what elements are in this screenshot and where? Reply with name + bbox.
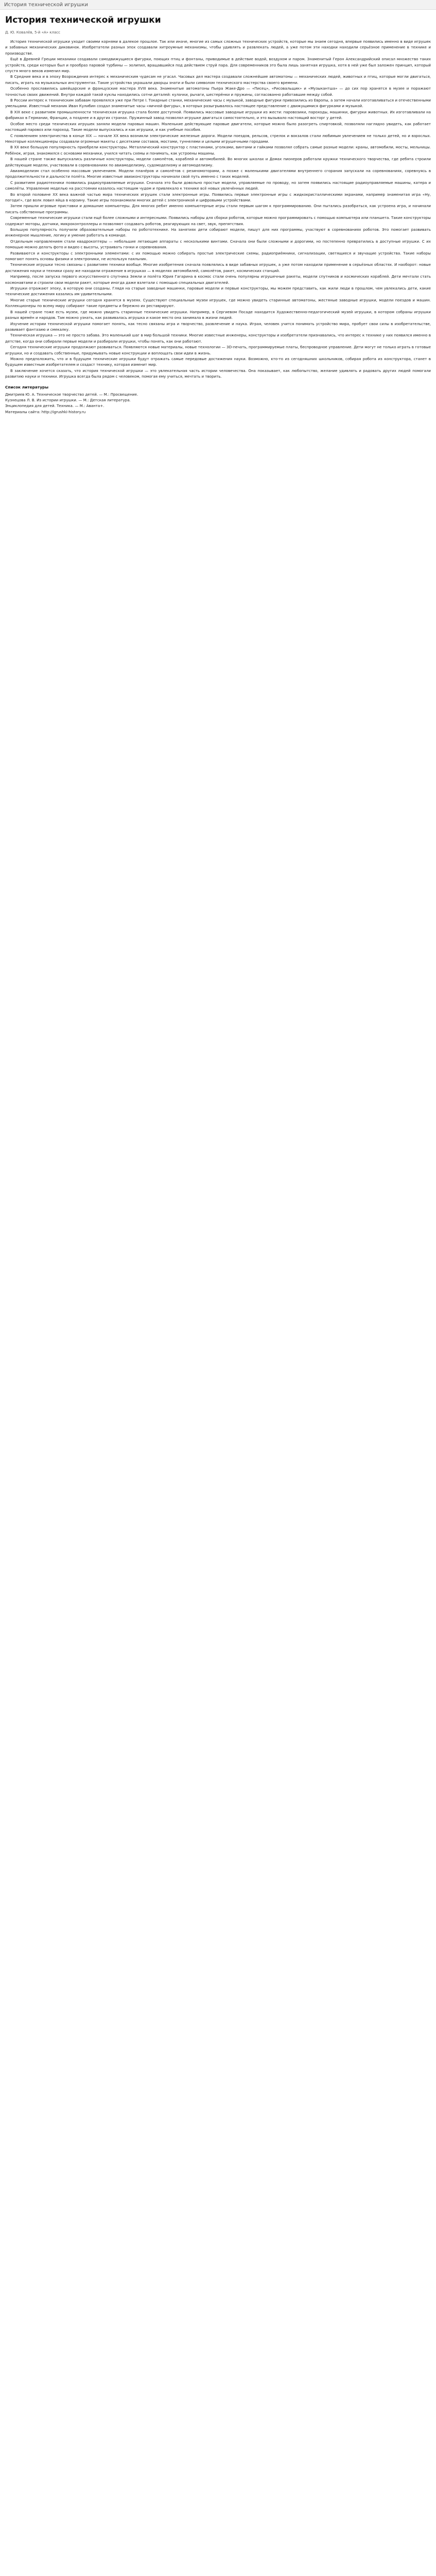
article-paragraph: Сегодня технические игрушки продолжают развиваться. Появляются новые материалы, новые технологии — 3D-печать, программируемые платы, беспроводное управление. Дети могут не только играть в готовые игрушки, но и создавать собственные, придумывать новые конструкции и воплощать свои идеи в жизнь. xyxy=(5,345,431,355)
literature-item: Энциклопедия для детей. Техника. — М.: Аванта+. xyxy=(5,403,104,409)
literature-list xyxy=(5,392,431,415)
article-paragraph: Ещё в Древней Греции механики создавали самодвижущиеся фигурки, поющих птиц и фонтаны, приводимые в действие водой, воздухом и паром. Знаменитый Герон Александрийский описал множество таких устройств, среди которых был и прообраз паровой турбины — эолипил, вращавшийся под действием струй пара. Для современников это была лишь занятная игрушка, хотя в ней уже был заложен принцип, который спустя много веков изменил мир. xyxy=(5,57,431,74)
article-paragraph: В заключение хочется сказать, что история технической игрушки — это увлекательная часть истории человечества. Она показывает, как любопытство, желание удивлять и радовать других людей помогали развитию науки и техники. Игрушка всегда была рядом с человеком, помогая ему учиться, мечтать и творить. xyxy=(5,368,431,379)
article-paragraph: Например, после запуска первого искусственного спутника Земли и полёта Юрия Гагарина в космос стали очень популярны игрушечные ракеты, модели спутников и космических кораблей. Дети мечтали стать космонавтами и строили свои модели ракет, которые иногда даже взлетали с помощью специальных двигателей. xyxy=(5,274,431,285)
article-paragraph: Игрушки отражают эпоху, в которую они созданы. Глядя на старые заводные машинки, паровые модели и первые конструкторы, мы можем представить, как жили люди в прошлом, чем увлекались дети, какие технические достижения казались им удивительными. xyxy=(5,286,431,297)
article-paragraph: В России интерес к техническим забавам проявлялся уже при Петре I. Токарные станки, механические часы с музыкой, заводные фигурки привозились из Европы, а затем начали изготавливаться и отечественными умельцами. Известный механик Иван Кулибин создал знаменитые часы «яичной фигуры», в которых разыгрывалось настоящее представление с движущимися фигурками и музыкой. xyxy=(5,98,431,109)
literature-title: Список литературы xyxy=(5,384,48,389)
site-title: История технической игрушки xyxy=(4,2,88,8)
article-paragraph: Особое место среди технических игрушек заняли модели паровых машин. Маленькие действующие паровые двигатели, которые можно было разогреть спиртовкой, позволяли наглядно увидеть, как работает настоящий паровоз или пароход. Такие модели выпускались и как игрушки, и как учебные пособия. xyxy=(5,121,431,132)
article-paragraph: В нашей стране также выпускались различные конструкторы, модели самолётов, кораблей и автомобилей. Во многих школах и Домах пионеров работали кружки технического творчества, где ребята строили действующие модели, участвовали в соревнованиях по авиамоделизму, судомоделизму и автомоделизму. xyxy=(5,157,431,167)
article-paragraph: Большую популярность получили образовательные наборы по робототехнике. На занятиях дети собирают модели, пишут для них программы, участвуют в соревнованиях роботов. Это помогает развивать инженерное мышление, логику и умение работать в команде. xyxy=(5,227,431,238)
article-paragraph: В XX веке большую популярность приобрели конструкторы. Металлический конструктор с пластинами, уголками, винтами и гайками позволял собрать самые разные модели: краны, автомобили, мосты, мельницы. Ребёнок, играя, знакомился с основами механики, учился читать схемы и понимать, как устроены машины. xyxy=(5,145,431,156)
article-paragraph: Многие старые технические игрушки сегодня хранятся в музеях. Существуют специальные музеи игрушек, где можно увидеть старинные автоматоны, жестяные заводные игрушки, модели поездов и машин. Коллекционеры по всему миру собирают такие предметы и бережно их реставрируют. xyxy=(5,297,431,309)
article-paragraph: Во второй половине XX века важной частью мира технических игрушек стали электронные игры. Появились первые электронные игры с жидкокристаллическими экранами, например знаменитая игра «Ну, погоди!», где волк ловил яйца в корзину. Такие игры познакомили многих детей с электроникой и цифровыми устройствами. xyxy=(5,192,431,202)
literature-item: Дмитриев Ю. А. Техническое творчество детей. — М.: Просвещение. xyxy=(5,392,138,397)
article-paragraph: Изучение истории технической игрушки помогает понять, как тесно связаны игра и творчество, развлечение и наука. Играя, человек учится понимать устройство мира, пробует свои силы в изобретательстве, развивает фантазию и смекалку. xyxy=(5,321,431,332)
page-header xyxy=(0,0,436,10)
article-paragraph: В нашей стране тоже есть музеи, где можно увидеть старинные технические игрушки. Например, в Сергиевом Посаде находится Художественно-педагогический музей игрушки, в котором собраны игрушки разных времён и народов. Там можно узнать, как развивалась игрушка и какое место она занимала в жизни людей. xyxy=(5,309,431,320)
article-paragraph: Авиамоделизм стал особенно массовым увлечением. Модели планёров и самолётов с резиномоторами, а позже с маленькими двигателями внутреннего сгорания запускали на соревнованиях, соревнуясь в продолжительности и дальности полёта. Многие известные авиаконструкторы начинали свой путь именно с таких моделей. xyxy=(5,168,431,179)
article-paragraph: В Средние века и в эпоху Возрождения интерес к механическим чудесам не угасал. Часовых дел мастера создавали сложнейшие автоматоны — механических людей, животных и птиц, которые могли двигаться, писать, играть на музыкальных инструментах. Такие устройства украшали дворцы знати и были символом технического мастерства своего времени. xyxy=(5,74,431,85)
literature-item: Материалы сайта: http://igrushki-history.ru xyxy=(5,409,86,414)
article-body xyxy=(5,39,431,380)
article-paragraph: Развиваются и конструкторы с электронными элементами: с их помощью можно собирать простые электрические схемы, радиоприёмники, сигнализации, светящиеся и звучащие устройства. Такие наборы помогают понять основы физики и электроники, не используя паяльник. xyxy=(5,250,431,262)
article-paragraph: Затем пришли игровые приставки и домашние компьютеры. Для многих ребят именно компьютерные игры стали первым шагом к программированию. Они пытались разобраться, как устроена игра, и начинали писать собственные программы. xyxy=(5,204,431,214)
article-title: История технической игрушки xyxy=(5,15,161,25)
article-paragraph: С появлением электричества в конце XIX — начале XX века возникли электрические железные дороги. Модели поездов, рельсов, стрелок и вокзалов стали любимым увлечением не только детей, но и взрослых. Некоторые коллекционеры создавали огромные макеты с десятками составов, мостами, туннелями и целыми игрушечными городами. xyxy=(5,133,431,144)
article xyxy=(0,10,436,425)
article-paragraph: Технические игрушки тесно связаны с развитием техники вообще. Многие изобретения сначала появлялись в виде забавных игрушек, а уже потом находили применение в серьёзных областях. И наоборот: новые достижения науки и техники сразу же находили отражение в игрушках — в моделях автомобилей, самолётов, ракет, космических станций. xyxy=(5,262,431,273)
article-paragraph: История технической игрушки уходит своими корнями в далекое прошлое. Так или иначе, многие из самых сложных технических устройств, которые мы знаем сегодня, впервые появились именно в виде игрушек и забавных механических диковинок. Изобретатели разных эпох создавали хитроумные механизмы, чтобы удивлять и развлекать людей, а уже потом эти находки находили серьёзное применение в технике и производстве. xyxy=(5,39,431,56)
article-paragraph: Отдельным направлением стали квадрокоптеры — небольшие летающие аппараты с несколькими винтами. Сначала они были сложными и дорогими, но постепенно превратились в доступные игрушки. С их помощью можно делать фото и видео с высоты, устраивать гонки и соревнования. xyxy=(5,239,431,250)
literature-item: Кузнецова Л. В. Из истории игрушки. — М.: Детская литература. xyxy=(5,397,131,402)
article-paragraph: Современные технические игрушки стали ещё более сложными и интересными. Появились наборы для сборки роботов, которые можно программировать с помощью компьютера или планшета. Такие конструкторы содержат моторы, датчики, микроконтроллеры и позволяют создавать роботов, реагирующих на свет, звук, препятствия. xyxy=(5,215,431,226)
article-paragraph: В XIX веке с развитием промышленности техническая игрушка стала более доступной. Появились массовые заводные игрушки из жести: паровозики, пароходы, машинки, фигурки животных. Их изготавливали на фабриках в Германии, Франции, а позднее и в других странах. Пружинный завод позволял игрушке двигаться самостоятельно, и это вызывало настоящий восторг у детей. xyxy=(5,109,431,121)
article-paragraph: Можно предположить, что и в будущем технические игрушки будут отражать самые передовые достижения науки. Возможно, кто-то из сегодняшних школьников, собирая робота из конструктора, станет в будущем известным изобретателем и создаст технику, которая изменит мир. xyxy=(5,356,431,367)
article-paragraph: С развитием радиотехники появились радиоуправляемые игрушки. Сначала это были довольно простые модели, управляемые по проводу, но затем появились настоящие радиоуправляемые машины, катера и самолёты. Управление моделью на расстоянии казалось настоящим чудом и привлекало к технике всё новых увлечённых людей. xyxy=(5,180,431,191)
article-paragraph: Техническая игрушка — это не просто забава. Это маленький шаг в мир большой техники. Многие известные инженеры, конструкторы и изобретатели признавались, что интерес к технике у них появился именно в детстве, когда они собирали первые модели и разбирали игрушки, чтобы понять, как они работают. xyxy=(5,333,431,344)
article-paragraph: Особенно прославились швейцарские и французские мастера XVIII века. Знаменитые автоматоны Пьера Жаке-Дро — «Писец», «Рисовальщик» и «Музыкантша» — до сих пор хранятся в музее и поражают точностью своих движений. Внутри каждой такой куклы находились сотни деталей: кулачки, рычаги, шестерёнки и пружины, согласованно работавшие между собой. xyxy=(5,86,431,97)
article-meta: Д. Ю. Ковалёв, 5-й «А» класс xyxy=(5,30,60,35)
